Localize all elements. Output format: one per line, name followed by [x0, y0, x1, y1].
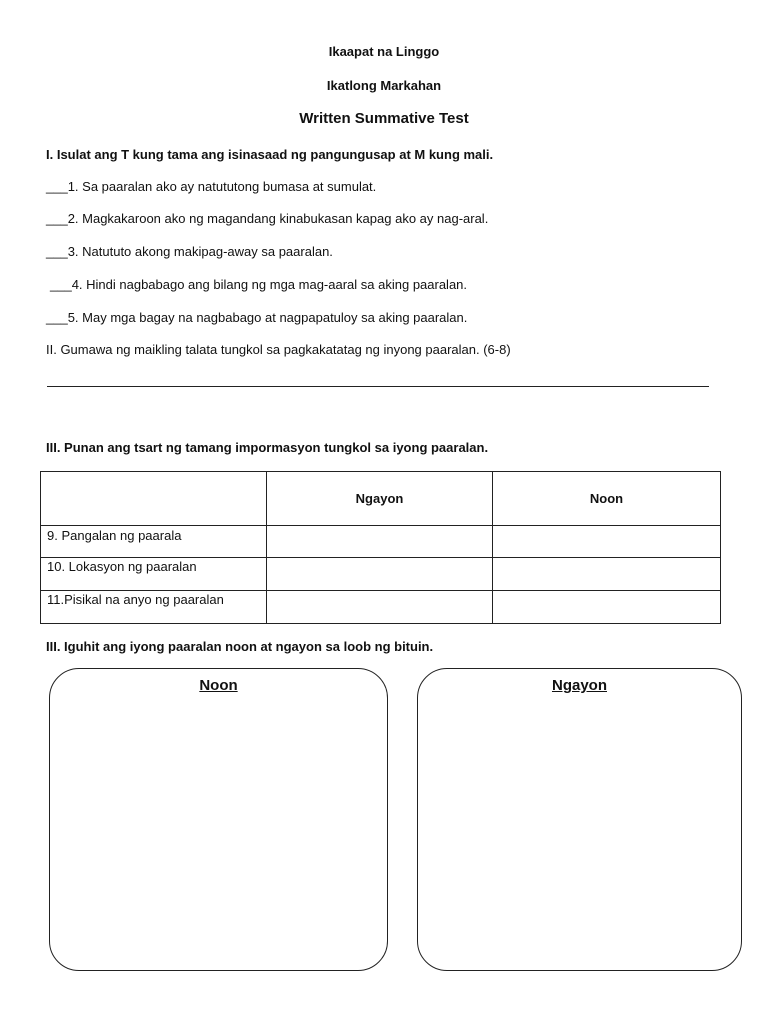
chart-header-empty — [41, 472, 267, 526]
chart-header-ngayon: Ngayon — [267, 472, 493, 526]
chart-header-noon: Noon — [493, 472, 721, 526]
row-label: 11.Pisikal na anyo ng paaralan — [41, 591, 267, 624]
drawing-box-ngayon-title: Ngayon — [551, 677, 607, 694]
chart-header-row — [41, 472, 721, 526]
part1-instruction: I. Isulat ang T kung tama ang isinasaad ng pangungusap at M kung mali. — [46, 147, 494, 162]
row-label: 9. Pangalan ng paarala — [41, 526, 267, 558]
answer-line[interactable] — [47, 386, 709, 387]
question-4: ___4. Hindi nagbabago ang bilang ng mga mag-aaral sa aking paaralan. — [50, 277, 468, 292]
week-heading: Ikaapat na Linggo — [328, 44, 440, 59]
answer-cell[interactable] — [493, 558, 721, 591]
question-1: ___1. Sa paaralan ako ay natututong bumasa at sumulat. — [46, 179, 377, 194]
question-2: ___2. Magkakaroon ako ng magandang kinabukasan kapag ako ay nag-aral. — [46, 211, 489, 226]
row-label: 10. Lokasyon ng paaralan — [41, 558, 267, 591]
answer-cell[interactable] — [267, 526, 493, 558]
question-5: ___5. May mga bagay na nagbabago at nagpapatuloy sa aking paaralan. — [46, 310, 468, 325]
answer-cell[interactable] — [493, 591, 721, 624]
part3-instruction: III. Punan ang tsart ng tamang impormasyon tungkol sa iyong paaralan. — [46, 440, 489, 455]
quarter-heading: Ikatlong Markahan — [326, 78, 442, 93]
answer-cell[interactable] — [267, 558, 493, 591]
answer-cell[interactable] — [493, 526, 721, 558]
info-chart — [40, 471, 721, 624]
table-row — [41, 558, 721, 591]
part2-instruction: II. Gumawa ng maikling talata tungkol sa pagkakatatag ng inyong paaralan. (6-8) — [46, 342, 511, 357]
drawing-box-noon-title: Noon — [199, 677, 238, 694]
drawing-box-noon[interactable] — [49, 668, 388, 971]
part4-instruction: III. Iguhit ang iyong paaralan noon at ngayon sa loob ng bituin. — [46, 639, 434, 654]
question-3: ___3. Natututo akong makipag-away sa paaralan. — [46, 244, 333, 259]
answer-cell[interactable] — [267, 591, 493, 624]
drawing-box-ngayon[interactable] — [417, 668, 742, 971]
table-row — [41, 591, 721, 624]
test-title: Written Summative Test — [299, 110, 469, 127]
table-row — [41, 526, 721, 558]
